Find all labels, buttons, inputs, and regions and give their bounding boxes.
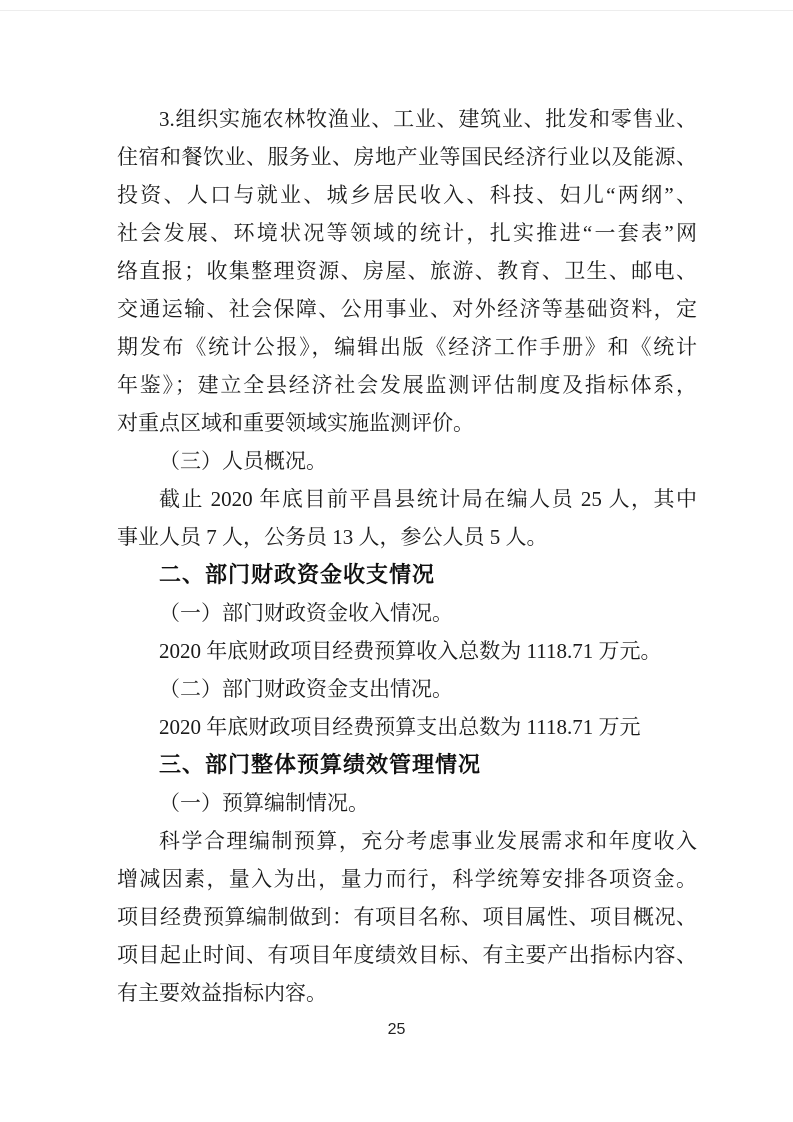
text-line: 期发布《统计公报》，编辑出版《经济工作手册》和《统计 — [117, 335, 697, 359]
text-line: 事业人员 7 人，公务员 13 人，参公人员 5 人。 — [117, 525, 548, 549]
text-line: 2020 年底财政项目经费预算收入总数为 1118.71 万元。 — [159, 639, 662, 663]
text-line: 科学合理编制预算，充分考虑事业发展需求和年度收入 — [159, 829, 697, 853]
text-line: 社会发展、环境状况等领域的统计，扎实推进“一套表”网 — [117, 221, 697, 245]
text-line: （三）人员概况。 — [159, 449, 327, 473]
text-line: 有主要效益指标内容。 — [117, 981, 327, 1005]
paragraph — [117, 594, 697, 632]
paragraph — [117, 784, 697, 822]
text-line: 交通运输、社会保障、公用事业、对外经济等基础资料，定 — [117, 297, 697, 321]
section-heading — [117, 556, 697, 594]
paragraph — [117, 480, 697, 556]
text-line: 三、部门整体预算绩效管理情况 — [159, 752, 482, 777]
text-line: （一）部门财政资金收入情况。 — [159, 601, 453, 625]
text-line: 二、部门财政资金收支情况 — [159, 562, 436, 587]
paragraph — [117, 100, 697, 442]
text-line: （一）预算编制情况。 — [159, 791, 369, 815]
paragraph — [117, 670, 697, 708]
text-line: 对重点区域和重要领域实施监测评价。 — [117, 411, 474, 435]
text-line: 投资、人口与就业、城乡居民收入、科技、妇儿“两纲”、 — [117, 183, 697, 207]
paragraph — [117, 632, 697, 670]
text-line: 项目经费预算编制做到：有项目名称、项目属性、项目概况、 — [117, 905, 697, 929]
text-line: 3.组织实施农林牧渔业、工业、建筑业、批发和零售业、 — [159, 107, 697, 131]
text-line: （二）部门财政资金支出情况。 — [159, 677, 453, 701]
text-line: 络直报；收集整理资源、房屋、旅游、教育、卫生、邮电、 — [117, 259, 697, 283]
document-body — [117, 100, 697, 1012]
page-number: 25 — [387, 1021, 406, 1038]
paragraph — [117, 442, 697, 480]
text-line: 2020 年底财政项目经费预算支出总数为 1118.71 万元 — [159, 715, 641, 739]
paragraph — [117, 708, 697, 746]
text-line: 项目起止时间、有项目年度绩效目标、有主要产出指标内容、 — [117, 943, 697, 967]
text-line: 增减因素，量入为出，量力而行，科学统筹安排各项资金。 — [117, 867, 697, 891]
text-line: 年鉴》；建立全县经济社会发展监测评估制度及指标体系， — [117, 373, 697, 397]
section-heading — [117, 746, 697, 784]
page-top-scan-line — [0, 10, 793, 11]
paragraph — [117, 822, 697, 1012]
text-line: 截止 2020 年底目前平昌县统计局在编人员 25 人，其中 — [159, 487, 697, 511]
text-line: 住宿和餐饮业、服务业、房地产业等国民经济行业以及能源、 — [117, 145, 697, 169]
